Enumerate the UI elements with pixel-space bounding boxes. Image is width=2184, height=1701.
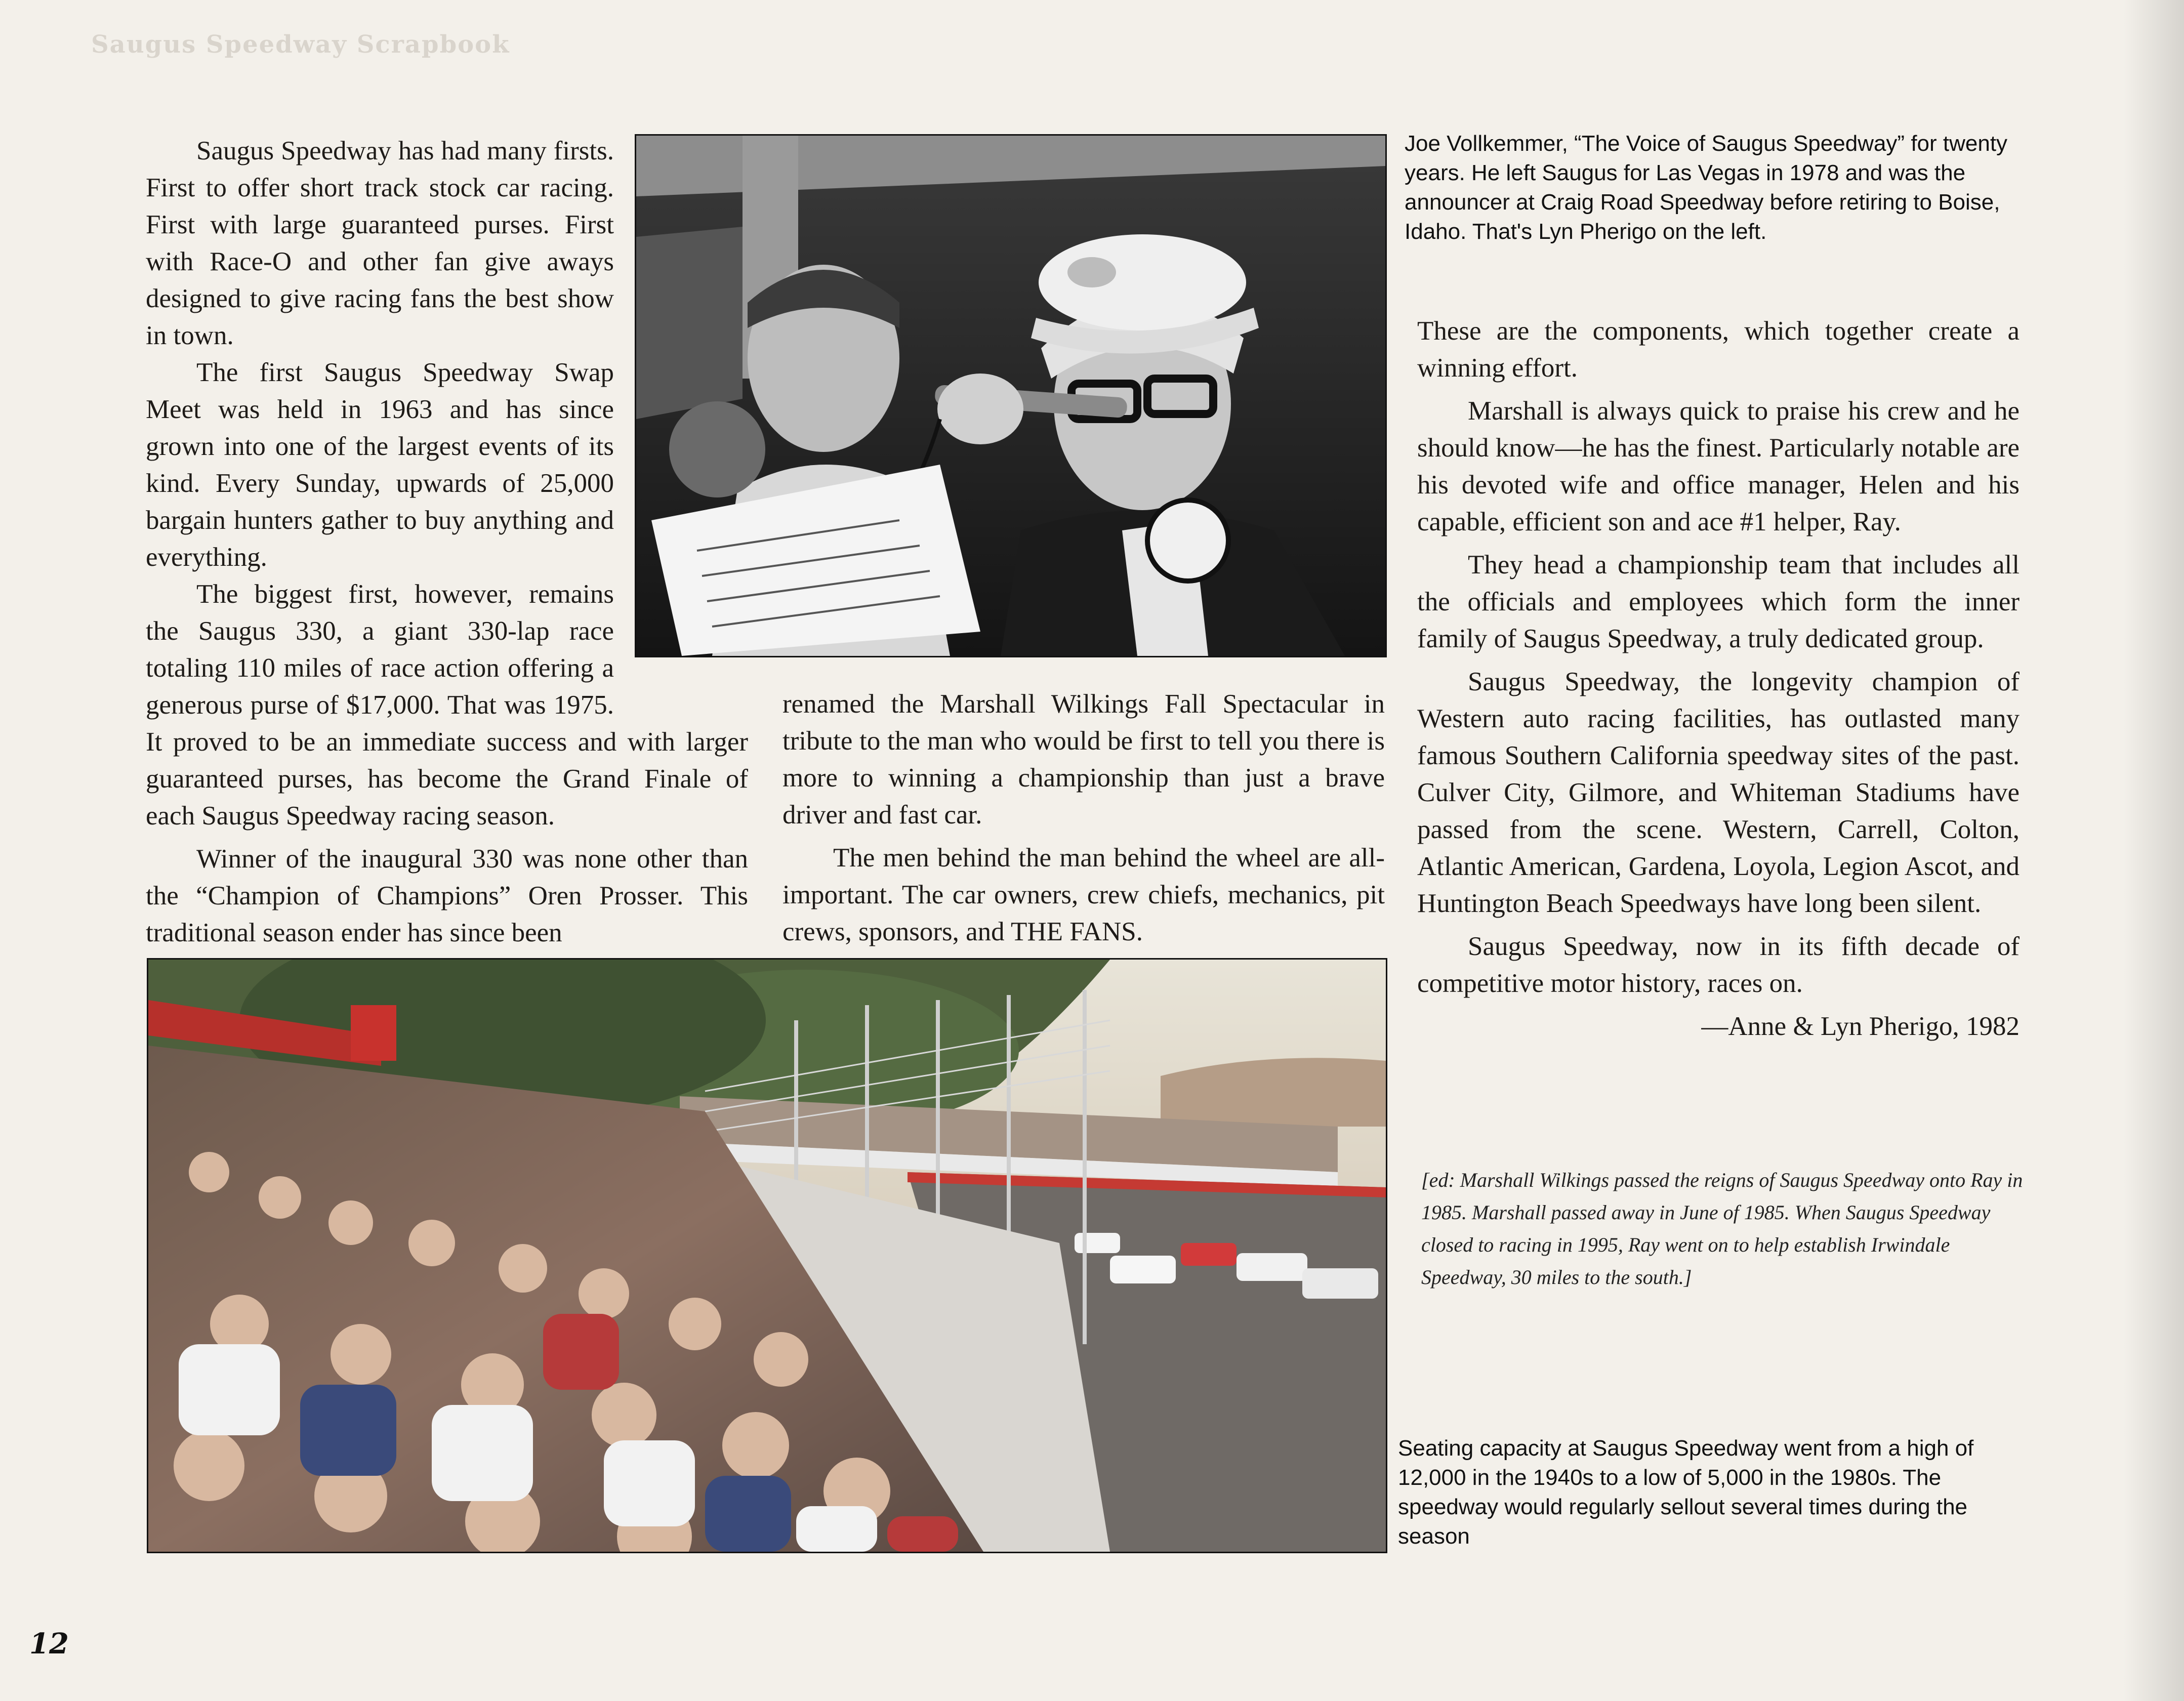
announcer-photo	[635, 134, 1387, 657]
article-column-middle	[782, 686, 1385, 950]
announcer-photo-image	[636, 136, 1385, 656]
paragraph: Winner of the inaugural 330 was none other than the “Champion of Champions” Oren Prosser. This traditional season ender has since been	[146, 844, 748, 947]
paragraph: Saugus Speedway, now in its fifth decade of competitive motor history, races on.	[1417, 932, 2020, 998]
paragraph: renamed the Marshall Wilkings Fall Spectacular in tribute to the man who would be first to tell you there is more to winning a championship than just a brave driver and fast car.	[782, 689, 1385, 829]
announcer-photo-caption: Joe Vollkemmer, “The Voice of Saugus Speedway” for twenty years. He left Saugus for Las Vegas in 1978 and was the announcer at Craig Road Speedway before retiring to Boise, Idaho. That's Lyn Pherigo on the left.	[1405, 131, 2008, 244]
article-column-left-continued	[146, 354, 614, 576]
paragraph: The biggest first, however, remains the Saugus 330, a giant 330-lap race totaling 110 miles of race action offering a generous purse of $17,000. That was 1975. It proved to be an immediate success and with larger guaranteed purses, has become the Grand Finale of each Saugus Speedway racing season.	[146, 579, 748, 831]
page-edge-shadow	[2123, 0, 2184, 1701]
paragraph: They head a championship team that includes all the officials and employees which form the inner family of Saugus Speedway, a truly dedicated group.	[1417, 550, 2020, 653]
article-signature: —Anne & Lyn Pherigo, 1982	[1701, 1012, 2020, 1041]
paragraph: Saugus Speedway has had many firsts. First to offer short track stock car racing. First with large guaranteed purses. First with Race-O and other fan give aways designed to give racing fans the best show in town.	[146, 136, 614, 350]
article-column-right	[1417, 313, 2020, 1045]
paragraph: Saugus Speedway, the longevity champion of Western auto racing facilities, has outlasted many famous Southern California speedway sites of the past. Culver City, Gilmore, and Whiteman Stadiums have passed from the scene. Western, Carrell, Colton, Atlantic American, Gardena, Loyola, Legion Ascot, and Huntington Beach Speedways have long been silent.	[1417, 667, 2020, 918]
crowd-photo	[147, 958, 1387, 1553]
paragraph: These are the components, which together create a winning effort.	[1417, 316, 2020, 383]
crowd-photo-image	[148, 960, 1386, 1552]
page-number: 12	[29, 1627, 69, 1661]
editor-note: [ed: Marshall Wilkings passed the reigns of Saugus Speedway onto Ray in 1985. Marshall passed away in June of 1985. When Saugus Speedway closed to racing in 1995, Ray went on to help establish Irwindale Speedway, 30 miles to the south.]	[1421, 1169, 2023, 1289]
paragraph: Marshall is always quick to praise his crew and he should know—he has the finest. Particularly notable are his devoted wife and office manager, Helen and his capable, efficient son and ace #1 helper, Ray.	[1417, 396, 2020, 536]
paragraph: The men behind the man behind the wheel are all-important. The car owners, crew chiefs, mechanics, pit crews, sponsors, and THE FANS.	[782, 843, 1385, 946]
running-head: Saugus Speedway Scrapbook	[91, 30, 510, 59]
paragraph: The first Saugus Speedway Swap Meet was held in 1963 and has since grown into one of the largest events of its kind. Every Sunday, upwards of 25,000 bargain hunters gather to buy anything and everything.	[146, 358, 614, 572]
crowd-photo-caption: Seating capacity at Saugus Speedway went from a high of 12,000 in the 1940s to a low of 5,000 in the 1980s. The speedway would regularly sellout several times during the season	[1398, 1436, 1974, 1549]
article-column-left	[146, 133, 614, 354]
